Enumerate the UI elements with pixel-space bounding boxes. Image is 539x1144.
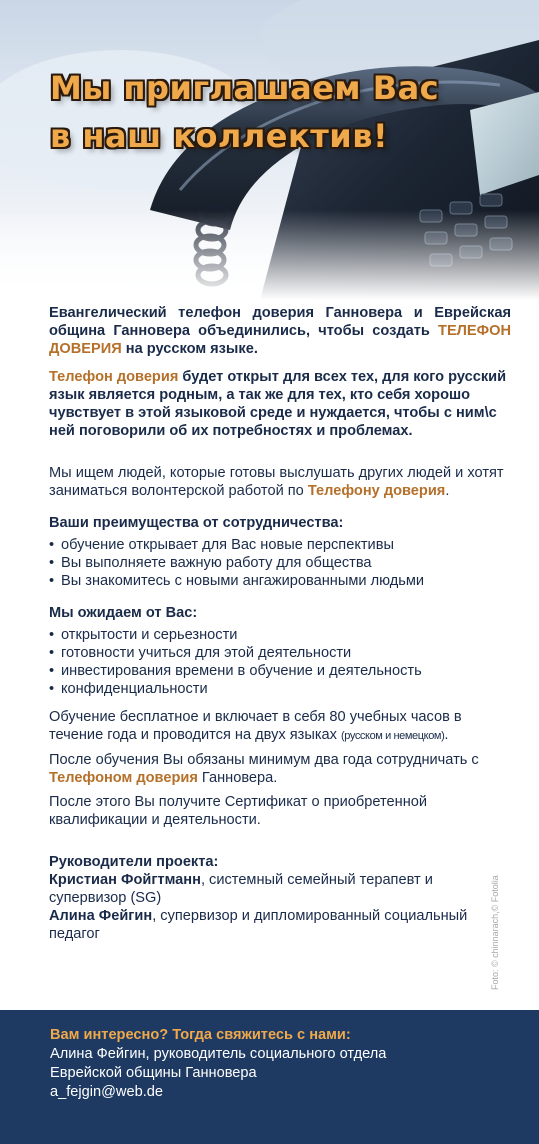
- benefits-heading: Ваши преимущества от сотрудничества:: [49, 515, 344, 531]
- obligation-highlight: Телефоном доверия: [49, 770, 198, 786]
- leader-1-role: , системный семейный терапевт и супервизор (SG): [49, 872, 433, 906]
- title-line-2: в наш коллектив!: [50, 117, 389, 155]
- contact-line-1: Алина Фейгин, руководитель социального отдела: [50, 1046, 387, 1062]
- main-content: [49, 304, 511, 943]
- purpose-highlight: Телефон доверия: [49, 369, 179, 385]
- leader-1-name: Кристиан Фойгтманн: [49, 872, 201, 888]
- page-title: [50, 64, 439, 160]
- title-line-1: Мы приглашаем Вас: [50, 69, 440, 107]
- list-item: • обучение открывает для Вас новые перспективы: [49, 536, 511, 554]
- contact-email-link[interactable]: a_fejgin@web.de: [50, 1084, 163, 1100]
- list-item: • Вы выполняете важную работу для общества: [49, 554, 511, 572]
- training-languages: (русском и немецком): [341, 730, 445, 742]
- training-text: Обучение бесплатное и включает в себя 80 учебных часов в течение года и проводится на двух языках: [49, 709, 462, 743]
- search-paragraph: [49, 464, 511, 500]
- training-end: .: [444, 727, 449, 743]
- leader-2: [49, 907, 511, 943]
- expectations-heading: Мы ожидаем от Вас:: [49, 605, 198, 621]
- leader-1: [49, 871, 511, 907]
- contact-heading: Вам интересно? Тогда свяжитесь с нами:: [50, 1027, 351, 1043]
- training-paragraph: [49, 708, 511, 745]
- leaders-heading: Руководители проекта:: [49, 854, 219, 870]
- hero-fade: [0, 210, 539, 300]
- expectations-list: [49, 626, 511, 698]
- contact-line-2: Еврейской общины Ганновера: [50, 1065, 257, 1081]
- search-highlight: Телефону доверия: [307, 483, 446, 499]
- certificate-paragraph: После этого Вы получите Сертификат о приобретенной квалификации и деятельности.: [49, 794, 428, 828]
- hero-image-telephone: [0, 0, 539, 300]
- search-text: Мы ищем людей, которые готовы выслушать других людей и хотят заниматься волонтерской работой по: [49, 465, 504, 499]
- photo-credit: Foto: © chinnarach,© Fotolia: [490, 875, 500, 990]
- obligation-text: После обучения Вы обязаны минимум два года сотрудничать с: [49, 752, 479, 768]
- benefits-list: [49, 536, 511, 590]
- obligation-paragraph: [49, 751, 511, 787]
- list-item: • инвестирования времени в обучение и деятельность: [49, 662, 511, 680]
- intro-text: Евангелический телефон доверия Ганновера и Еврейская община Ганновера объединились, чтобы создать: [49, 305, 511, 339]
- leader-2-name: Алина Фейгин: [49, 908, 153, 924]
- intro-paragraph: [49, 304, 511, 358]
- list-item: • конфиденциальности: [49, 680, 511, 698]
- obligation-end: Ганновера.: [197, 770, 278, 786]
- purpose-text: будет открыт для всех тех, для кого русский язык является родным, а так же для тех, кто себя хорошо чувствует в этой языковой среде и нуждается, чтобы с ним\с ней поговорили об их потребностях и проблемах.: [49, 369, 507, 439]
- search-end: .: [445, 483, 450, 499]
- list-item: • Вы знакомитесь с новыми ангажированными людьми: [49, 572, 511, 590]
- contact-block: [50, 1026, 386, 1102]
- leader-2-role: , супервизор и дипломированный социальный педагог: [49, 908, 468, 942]
- contact-footer: [0, 1010, 539, 1144]
- intro-text-end: на русском языке.: [121, 341, 258, 357]
- purpose-paragraph: [49, 368, 511, 440]
- list-item: • готовности учиться для этой деятельности: [49, 644, 511, 662]
- intro-highlight: ТЕЛЕФОН ДОВЕРИЯ: [49, 323, 511, 357]
- list-item: • открытости и серьезности: [49, 626, 511, 644]
